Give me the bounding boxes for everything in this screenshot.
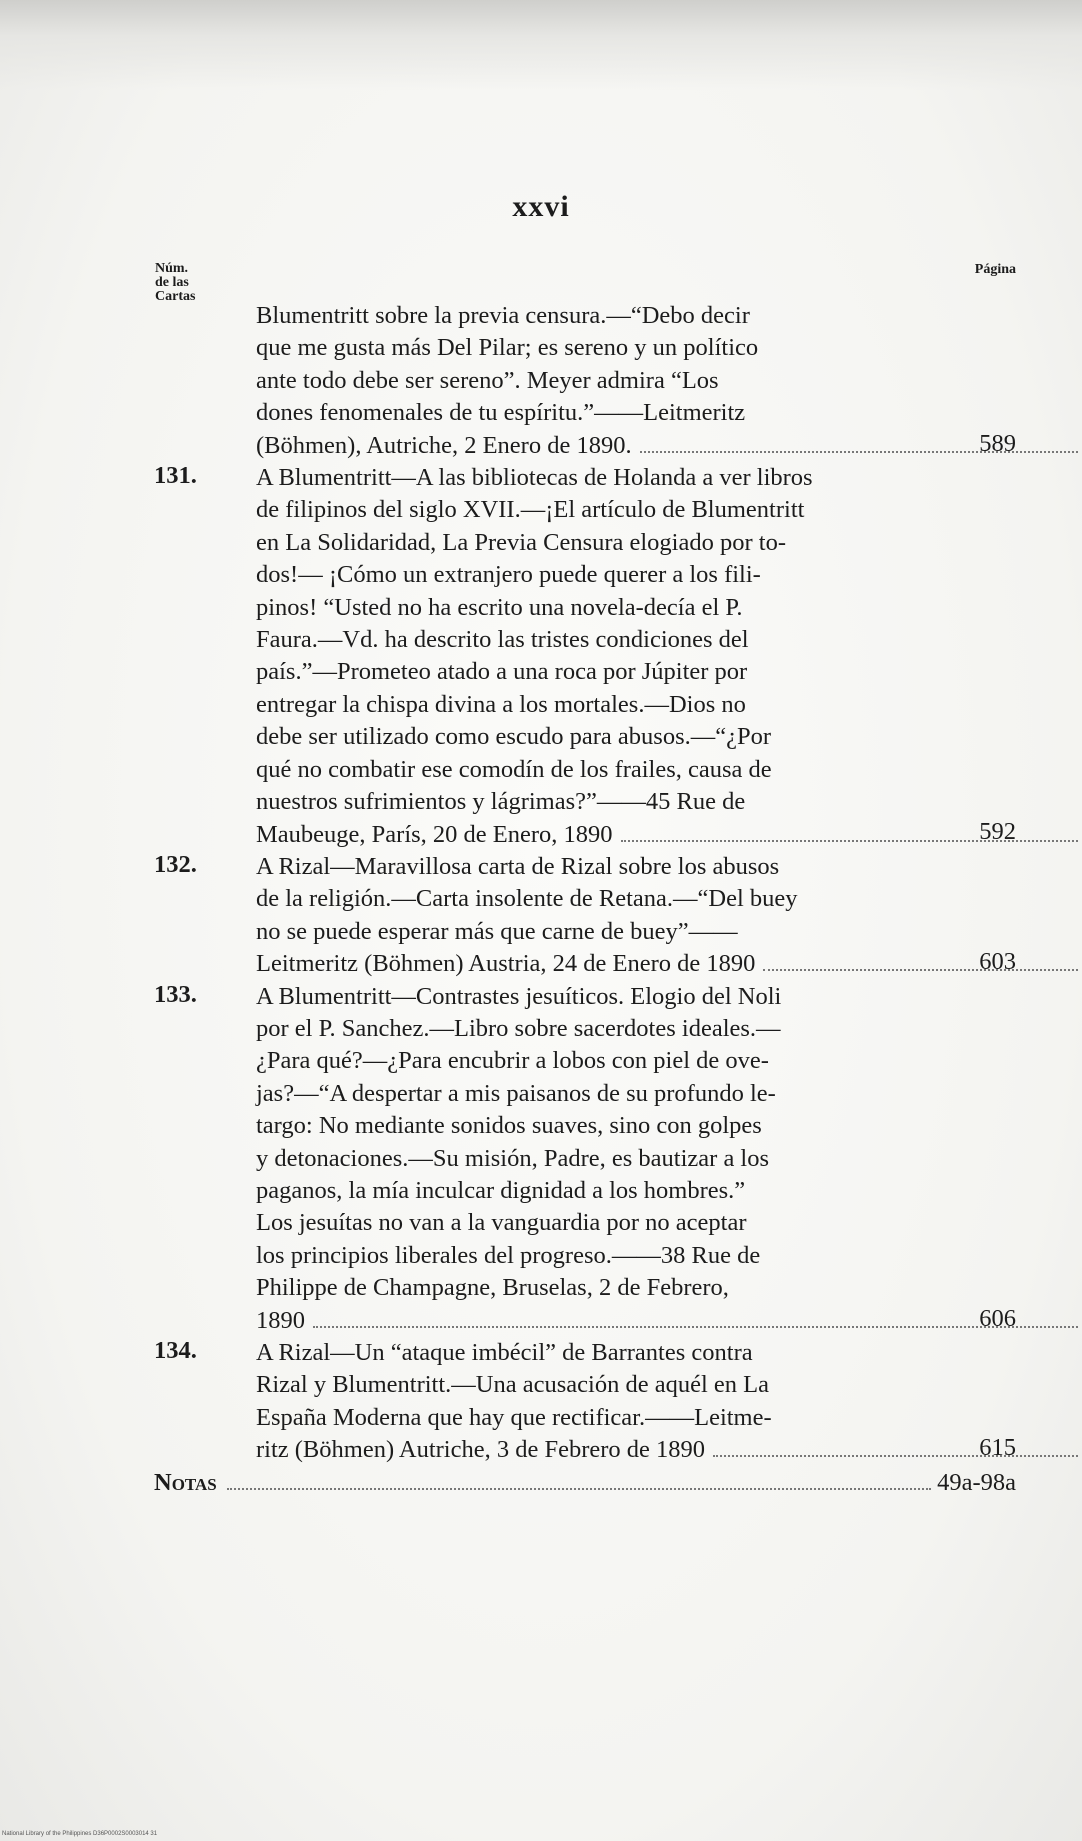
entry-line-text: (Böhmen), Autriche, 2 Enero de 1890. bbox=[256, 431, 632, 459]
entry-line bbox=[256, 559, 1082, 591]
entry-number: 132. bbox=[154, 850, 197, 878]
entry-line bbox=[256, 883, 1082, 915]
entry-line bbox=[256, 1078, 1082, 1110]
entry-line-text: pinos! “Usted no ha escrito una novela-decía el P. bbox=[256, 593, 743, 621]
entry-line bbox=[256, 397, 1082, 429]
table-of-contents bbox=[150, 300, 1016, 1499]
entry-description bbox=[256, 981, 1082, 1337]
entry-line-text: Blumentritt sobre la previa censura.—“Debo decir bbox=[256, 302, 750, 329]
entry-line-text: los principios liberales del progreso.——38 Rue de bbox=[256, 1241, 761, 1269]
entry-line bbox=[256, 300, 1082, 332]
entry-line bbox=[256, 1305, 1082, 1337]
entry-line-text: que me gusta más Del Pilar; es sereno y un político bbox=[256, 334, 759, 362]
entry-line-text: España Moderna que hay que rectificar.——Leitme- bbox=[256, 1403, 772, 1431]
entry-page-number: 615 bbox=[979, 1434, 1016, 1462]
entry-line bbox=[256, 948, 1082, 980]
entry-line bbox=[256, 721, 1082, 753]
entry-line bbox=[256, 332, 1082, 364]
entry-line-text: Los jesuítas no van a la vanguardia por no aceptar bbox=[256, 1209, 747, 1237]
entry-line-text: Rizal y Blumentritt.—Una acusación de aquél en La bbox=[256, 1371, 769, 1399]
entry-line-text: 1890 bbox=[256, 1306, 305, 1334]
notas-page-number: 49a-98a bbox=[937, 1468, 1016, 1496]
column-header-left-line: Núm. bbox=[155, 261, 189, 276]
entry-line-text: de la religión.—Carta insolente de Retana.—“Del buey bbox=[256, 885, 798, 913]
entry-line bbox=[256, 916, 1082, 948]
entry-line bbox=[256, 430, 1082, 462]
entry-line bbox=[256, 1434, 1082, 1466]
entry-page-number: 592 bbox=[979, 818, 1016, 846]
notas-entry bbox=[150, 1467, 1016, 1499]
entry-line-text: y detonaciones.—Su misión, Padre, es bautizar a los bbox=[256, 1144, 770, 1172]
entry-line-text: jas?—“A despertar a mis paisanos de su profundo le- bbox=[256, 1079, 776, 1107]
entry-line-text: entregar la chispa divina a los mortales.—Dios no bbox=[256, 690, 746, 718]
entry-line-text: A Blumentritt—A las bibliotecas de Holanda a ver libros bbox=[256, 464, 813, 492]
entry-line-text: Maubeuge, París, 20 de Enero, 1890 bbox=[256, 820, 613, 848]
leader-dots bbox=[313, 1326, 1078, 1328]
scan-footer: National Library of the Philippines D36P0002S0003014 31 bbox=[2, 1831, 158, 1837]
entry-line-text: dones fenomenales de tu espíritu.”——Leitmeritz bbox=[256, 399, 746, 427]
entry-line-text: A Rizal—Maravillosa carta de Rizal sobre los abusos bbox=[256, 852, 780, 880]
entry-line-text: en La Solidaridad, La Previa Censura elogiado por to- bbox=[256, 528, 786, 556]
entry-line bbox=[256, 1175, 1082, 1207]
entry-description bbox=[256, 462, 1082, 851]
entry-line-text: de filipinos del siglo XVII.—¡El artículo de Blumentritt bbox=[256, 496, 805, 524]
entry-line bbox=[256, 1110, 1082, 1142]
scan-shadow bbox=[0, 0, 1082, 90]
entry-line-text: paganos, la mía inculcar dignidad a los hombres.” bbox=[256, 1176, 746, 1204]
entry-line bbox=[256, 981, 1082, 1013]
entry-line bbox=[256, 656, 1082, 688]
entry-line bbox=[256, 494, 1082, 526]
entry-line-text: debe ser utilizado como escudo para abusos.—“¿Por bbox=[256, 723, 772, 751]
leader-dots bbox=[227, 1488, 931, 1490]
entry-line-text: ritz (Böhmen) Autriche, 3 de Febrero de 1890 bbox=[256, 1436, 706, 1464]
entry-number: 133. bbox=[154, 980, 197, 1008]
entry-line-text: A Blumentritt—Contrastes jesuíticos. Elogio del Noli bbox=[256, 982, 782, 1010]
entry-page-number: 589 bbox=[979, 429, 1016, 457]
entry-page-number: 603 bbox=[979, 948, 1016, 976]
entry-line-text: país.”—Prometeo atado a una roca por Júpiter por bbox=[256, 658, 748, 686]
leader-dots bbox=[713, 1455, 1078, 1457]
entry-line bbox=[256, 1337, 1082, 1369]
entry-line bbox=[256, 754, 1082, 786]
entry-line-text: targo: No mediante sonidos suaves, sino con golpes bbox=[256, 1112, 762, 1140]
entry-line bbox=[256, 786, 1082, 818]
toc-entry bbox=[150, 851, 1016, 981]
entry-line-text: no se puede esperar más que carne de buey”—— bbox=[256, 917, 738, 945]
entry-line-text: A Rizal—Un “ataque imbécil” de Barrantes contra bbox=[256, 1339, 753, 1366]
entry-line-text: ¿Para qué?—¿Para encubrir a lobos con piel de ove- bbox=[256, 1047, 769, 1075]
column-header-left-line: de las bbox=[155, 275, 189, 290]
entry-line-text: Faura.—Vd. ha descrito las tristes condiciones del bbox=[256, 626, 749, 654]
entry-description bbox=[256, 851, 1082, 981]
column-header-left bbox=[155, 262, 195, 304]
entry-line bbox=[256, 1207, 1082, 1239]
toc-entry bbox=[150, 1337, 1016, 1467]
entry-line bbox=[256, 624, 1082, 656]
entry-line bbox=[256, 365, 1082, 397]
page-number: xxvi bbox=[512, 190, 570, 223]
toc-entry bbox=[150, 462, 1016, 851]
entry-page-number: 606 bbox=[979, 1304, 1016, 1332]
notas-label: Notas bbox=[154, 1468, 217, 1496]
entry-line bbox=[256, 527, 1082, 559]
entry-line-text: Leitmeritz (Böhmen) Austria, 24 de Enero de 1890 bbox=[256, 950, 756, 978]
column-header-left-line: Cartas bbox=[155, 289, 196, 304]
entry-line-text: dos!— ¡Cómo un extranjero puede querer a los fili- bbox=[256, 561, 761, 589]
column-header-right: Página bbox=[974, 262, 1016, 277]
entry-line bbox=[256, 1143, 1082, 1175]
entry-line-text: ante todo debe ser sereno”. Meyer admira “Los bbox=[256, 366, 719, 394]
entry-number: 131. bbox=[154, 462, 197, 490]
entry-line-text: Philippe de Champagne, Bruselas, 2 de Febrero, bbox=[256, 1274, 729, 1302]
toc-entry bbox=[150, 981, 1016, 1337]
entry-line bbox=[256, 1272, 1082, 1304]
entry-line bbox=[256, 1402, 1082, 1434]
entry-line bbox=[256, 1369, 1082, 1401]
toc-entry bbox=[150, 300, 1016, 462]
entry-line bbox=[256, 1013, 1082, 1045]
entry-line bbox=[256, 1240, 1082, 1272]
entry-number: 134. bbox=[154, 1337, 197, 1364]
entry-line-text: por el P. Sanchez.—Libro sobre sacerdotes ideales.— bbox=[256, 1014, 781, 1042]
entry-description bbox=[256, 1337, 1082, 1467]
entry-line-text: qué no combatir ese comodín de los frailes, causa de bbox=[256, 755, 772, 783]
entry-line bbox=[256, 462, 1082, 494]
entry-description bbox=[256, 300, 1082, 462]
entry-line bbox=[256, 851, 1082, 883]
entry-line bbox=[256, 689, 1082, 721]
entry-line bbox=[256, 1045, 1082, 1077]
entry-line bbox=[256, 819, 1082, 851]
leader-dots bbox=[763, 969, 1078, 971]
entry-line bbox=[256, 592, 1082, 624]
entry-line-text: nuestros sufrimientos y lágrimas?”——45 Rue de bbox=[256, 788, 746, 816]
